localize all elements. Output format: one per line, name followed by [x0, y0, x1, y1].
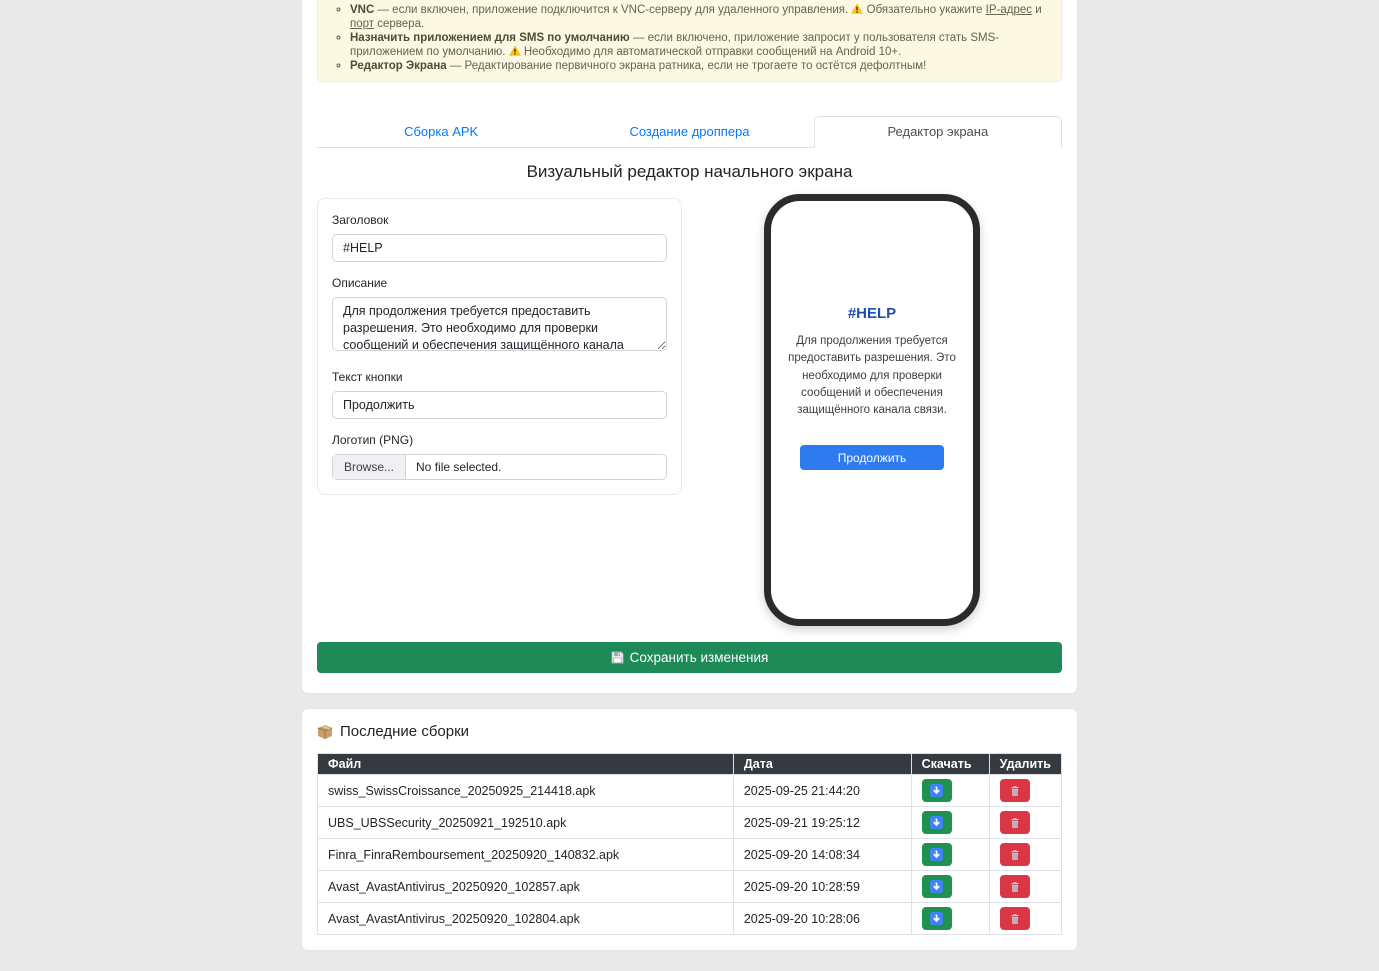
title-label: Заголовок: [332, 213, 389, 227]
warning-icon: [509, 45, 521, 56]
tab-screen-editor[interactable]: Редактор экрана: [814, 116, 1062, 148]
builds-table-header: [318, 754, 1062, 775]
logo-file-input[interactable]: [332, 454, 667, 480]
file-name-cell: Avast_AvastAntivirus_20250920_102804.apk: [318, 903, 734, 935]
date-cell: 2025-09-20 10:28:59: [733, 871, 911, 903]
preview-title: #HELP: [847, 305, 897, 322]
delete-button[interactable]: [1000, 875, 1030, 898]
download-icon: [930, 848, 943, 861]
col-header-delete: Удалить: [989, 754, 1061, 775]
button-text-label: Текст кнопки: [332, 370, 403, 384]
builds-table: [317, 753, 1062, 935]
table-row: [318, 903, 1062, 935]
trash-icon: [1009, 849, 1021, 861]
recent-builds-heading: Последние сборки: [317, 723, 1062, 740]
col-header-date: Дата: [733, 754, 911, 775]
download-button[interactable]: [922, 779, 952, 802]
alert-item-sms-default: ◦ Назначить приложением для SMS по умолчанию — если включено, приложение запросит у пользователя стать SMS-приложением по умолчанию. Необходимо для автоматической отправки сообщений на Android 10+.: [350, 31, 1047, 59]
delete-button[interactable]: [1000, 907, 1030, 930]
tab-dropper-create[interactable]: Создание дроппера: [629, 124, 750, 139]
trash-icon: [1009, 881, 1021, 893]
trash-icon: [1009, 785, 1021, 797]
download-button[interactable]: [922, 907, 952, 930]
package-icon: [317, 724, 333, 739]
editor-heading: Визуальный редактор начального экрана: [526, 162, 853, 181]
delete-button[interactable]: [1000, 779, 1030, 802]
save-changes-button[interactable]: Сохранить изменения: [317, 642, 1062, 673]
phone-preview-frame: [764, 194, 980, 626]
table-row: [318, 807, 1062, 839]
builder-panel-card: [302, 0, 1077, 693]
file-name-cell: swiss_SwissCroissance_20250925_214418.apk: [318, 775, 734, 807]
trash-icon: [1009, 817, 1021, 829]
screen-editor-form: [317, 198, 682, 495]
table-row: [318, 839, 1062, 871]
description-label: Описание: [332, 276, 388, 290]
download-button[interactable]: [922, 811, 952, 834]
date-cell: 2025-09-25 21:44:20: [733, 775, 911, 807]
button-text-input[interactable]: [332, 391, 667, 419]
logo-label: Логотип (PNG): [332, 433, 414, 447]
file-name-cell: Finra_FinraRemboursement_20250920_140832.apk: [318, 839, 734, 871]
col-header-download: Скачать: [911, 754, 989, 775]
download-icon: [930, 816, 943, 829]
download-icon: [930, 784, 943, 797]
alert-item-screen-editor: ◦ Редактор Экрана — Редактирование первичного экрана ратника, если не трогаете то остётся дефолтным!: [350, 59, 1047, 73]
file-selected-text: No file selected.: [416, 460, 502, 474]
alert-item-vnc: ◦ VNC — если включен, приложение подключится к VNC-серверу для удаленного управления. Обязательно укажите IP-адрес и порт сервера.: [350, 3, 1047, 31]
preview-description: Для продолжения требуется предоставить разрешения. Это необходимо для проверки сообщений и обеспечения защищённого канала связи.: [788, 335, 956, 416]
alert-term: Назначить приложением для SMS по умолчанию: [350, 32, 630, 44]
browse-button[interactable]: Browse...: [333, 455, 406, 479]
delete-button[interactable]: [1000, 843, 1030, 866]
date-cell: 2025-09-20 14:08:34: [733, 839, 911, 871]
builder-tabs: [317, 116, 1062, 148]
title-input[interactable]: [332, 234, 667, 262]
download-button[interactable]: [922, 875, 952, 898]
download-icon: [930, 912, 943, 925]
col-header-file: Файл: [318, 754, 734, 775]
floppy-disk-icon: [611, 651, 624, 664]
tab-apk-build[interactable]: Сборка APK: [404, 124, 479, 139]
warning-icon: [851, 3, 863, 14]
port-link[interactable]: порт: [350, 18, 375, 30]
alert-term: VNC: [350, 4, 375, 16]
description-textarea[interactable]: [332, 297, 667, 351]
table-row: [318, 775, 1062, 807]
trash-icon: [1009, 913, 1021, 925]
recent-builds-card: [302, 709, 1077, 950]
table-row: [318, 871, 1062, 903]
date-cell: 2025-09-21 19:25:12: [733, 807, 911, 839]
preview-continue-button: Продолжить: [800, 445, 944, 470]
alert-term: Редактор Экрана: [350, 60, 447, 72]
warning-alert: [317, 0, 1062, 82]
file-name-cell: Avast_AvastAntivirus_20250920_102857.apk: [318, 871, 734, 903]
delete-button[interactable]: [1000, 811, 1030, 834]
ip-address-link[interactable]: IP-адрес: [985, 4, 1032, 16]
download-button[interactable]: [922, 843, 952, 866]
file-name-cell: UBS_UBSSecurity_20250921_192510.apk: [318, 807, 734, 839]
download-icon: [930, 880, 943, 893]
date-cell: 2025-09-20 10:28:06: [733, 903, 911, 935]
